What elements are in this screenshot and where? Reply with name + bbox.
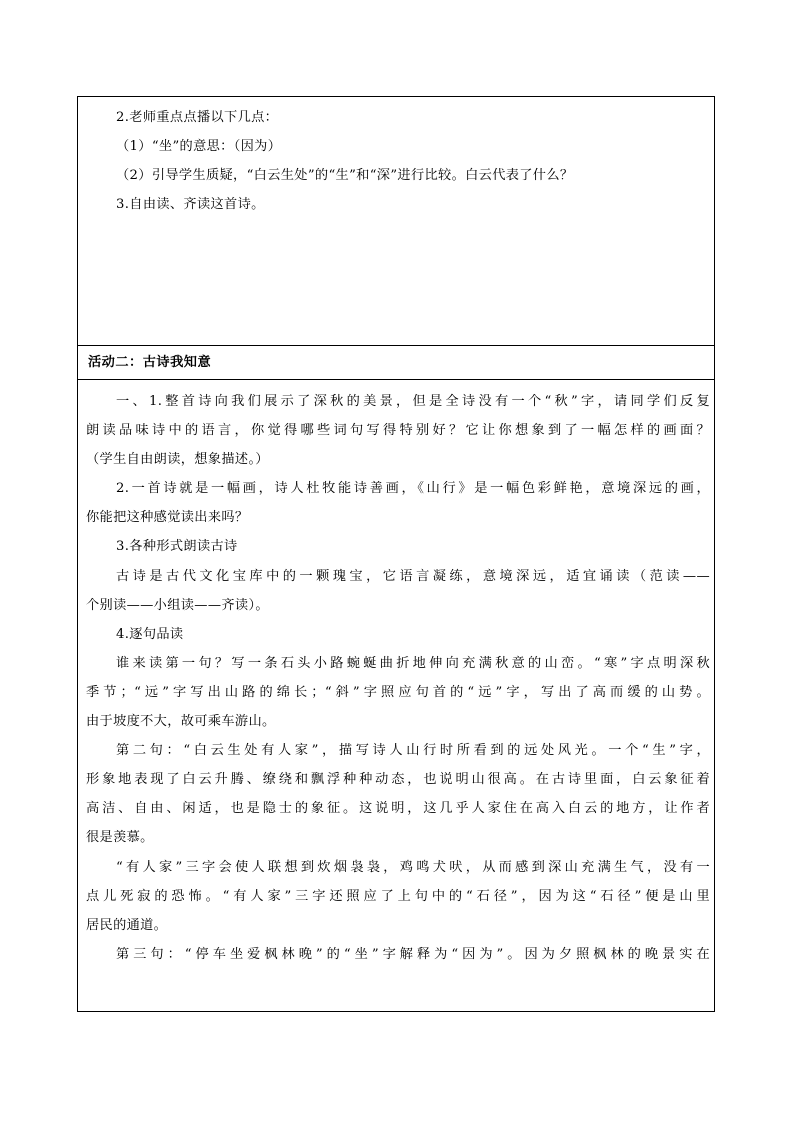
paragraph-line — [78, 503, 714, 532]
paragraph-line — [78, 445, 714, 474]
activity-two-content-cell — [78, 380, 714, 1011]
paragraph-line — [78, 474, 714, 503]
paragraph-line — [78, 562, 714, 591]
paragraph-text: 朗读品味诗中的语言，你觉得哪些词句写得特别好？它让你想象到了一幅怎样的画面？ — [86, 423, 710, 439]
paragraph-line — [78, 532, 714, 561]
teaching-point-line — [78, 190, 714, 219]
paragraph-text: 居民的通道。 — [86, 917, 168, 933]
paragraph-text: 点儿死寂的恐怖。“有人家”三字还照应了上句中的“石径”，因为这“石径”便是山里 — [86, 888, 710, 904]
paragraph-line — [78, 416, 714, 445]
paragraph-text: 第三句：“停车坐爱枫林晚”的“坐”字解释为“因为”。因为夕照枫林的晚景实在 — [116, 946, 710, 962]
paragraph-line — [78, 794, 714, 823]
paragraph-text: 第二句：“白云生处有人家”，描写诗人山行时所看到的远处风光。一个“生”字， — [116, 743, 710, 759]
paragraph-text: 谁来读第一句？写一条石头小路蜿蜒曲折地伸向充满秋意的山峦。“寒”字点明深秋 — [116, 655, 710, 671]
paragraph-line — [78, 707, 714, 736]
activity-two-heading-cell — [78, 346, 714, 380]
paragraph-text: 3.各种形式朗读古诗 — [116, 539, 238, 555]
paragraph-line — [78, 387, 714, 416]
paragraph-text: 很是羡慕。 — [86, 830, 154, 846]
paragraph-text: （学生自由朗读，想象描述。） — [86, 452, 269, 468]
paragraph-text: 由于坡度不大，故可乘车游山。 — [86, 714, 276, 730]
paragraph-text: 你能把这种感觉读出来吗？ — [86, 510, 249, 526]
teaching-point-line — [78, 103, 714, 132]
paragraph-line — [78, 940, 714, 969]
teaching-point-line — [78, 132, 714, 161]
paragraph-line — [78, 882, 714, 911]
paragraph-text: 2.一首诗就是一幅画，诗人杜牧能诗善画，《山行》是一幅色彩鲜艳，意境深远的画， — [116, 481, 710, 497]
paragraph-line — [78, 736, 714, 765]
paragraph-text: “有人家”三字会使人联想到炊烟袅袅，鸡鸣犬吠，从而感到深山充满生气，没有一 — [116, 859, 710, 875]
teaching-point-line — [78, 161, 714, 190]
paragraph-text: 3.自由读、齐读这首诗。 — [116, 197, 265, 213]
paragraph-line — [78, 591, 714, 620]
paragraph-line — [78, 649, 714, 678]
activity-two-heading: 活动二：古诗我知意 — [88, 355, 212, 370]
paragraph-line — [78, 823, 714, 852]
paragraph-text: 一、1.整首诗向我们展示了深秋的美景，但是全诗没有一个“秋”字，请同学们反复 — [116, 394, 710, 409]
paragraph-line — [78, 765, 714, 794]
paragraph-text: 季节；“远”字写出山路的绵长；“斜”字照应句首的“远”字，写出了高而缓的山势。 — [86, 684, 710, 700]
paragraph-line — [78, 911, 714, 940]
activity-one-content-cell — [78, 97, 714, 346]
paragraph-text: 4.逐句品读 — [116, 626, 184, 642]
paragraph-line — [78, 620, 714, 649]
lesson-table — [77, 96, 715, 1012]
paragraph-text: 古诗是古代文化宝库中的一颗瑰宝，它语言凝练，意境深远，适宜诵读（范读—— — [116, 568, 710, 584]
paragraph-text: （2）引导学生质疑，“白云生处”的“生”和“深”进行比较。白云代表了什么？ — [116, 168, 574, 184]
paragraph-text: 高洁、自由、闲适，也是隐士的象征。这说明，这几乎人家住在高入白云的地方，让作者 — [86, 801, 710, 817]
paragraph-text: 个别读——小组读——齐读）。 — [86, 597, 269, 613]
paragraph-line — [78, 678, 714, 707]
paragraph-text: 2.老师重点点播以下几点： — [116, 110, 279, 125]
paragraph-text: （1）“坐”的意思：（因为） — [116, 139, 282, 155]
paragraph-text: 形象地表现了白云升腾、缭绕和飘浮种种动态，也说明山很高。在古诗里面，白云象征着 — [86, 772, 710, 788]
paragraph-line — [78, 853, 714, 882]
